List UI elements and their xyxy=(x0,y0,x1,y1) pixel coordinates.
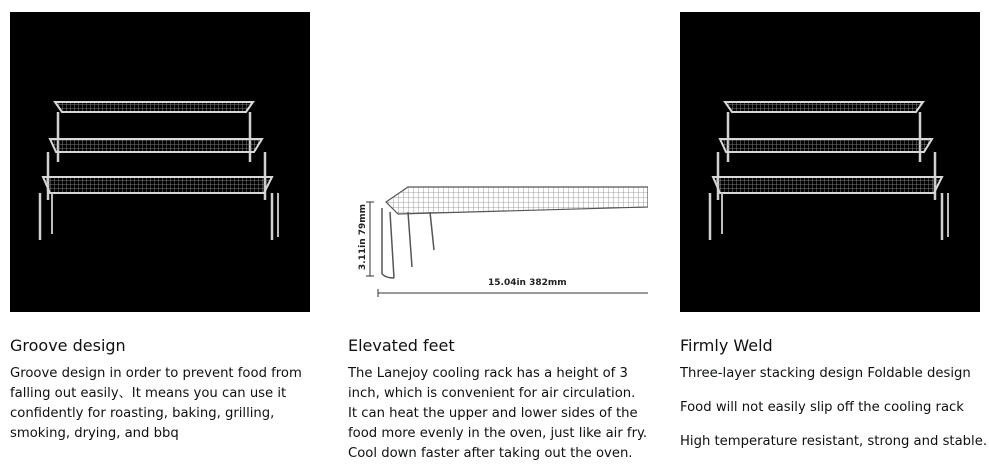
feature-card-groove-design xyxy=(10,12,310,444)
three-tier-cooling-rack-image xyxy=(680,12,980,312)
feature-card-firmly-weld xyxy=(680,12,988,466)
rack-dimensions-diagram-image xyxy=(348,12,648,312)
card-description: The Lanejoy cooling rack has a height of 3 inch, which is convenient for air circulation. It can heat the upper and lower sides of the food more evenly in the oven, just like air fry. Cool down faster after taking out the oven. xyxy=(348,366,648,461)
feature-line: Three-layer stacking design Foldable design xyxy=(680,366,971,381)
height-dimension-label: 3.11in 79mm xyxy=(358,203,368,271)
feature-line: Food will not easily slip off the cooling rack xyxy=(680,400,964,415)
length-dimension-label: 15.04in 382mm xyxy=(488,278,567,288)
three-tier-cooling-rack-image xyxy=(10,12,310,312)
card-description: Groove design in order to prevent food from falling out easily、It means you can use it confidently for roasting, baking, grilling, smoking, drying, and bbq xyxy=(10,366,302,441)
card-title: Groove design xyxy=(10,336,126,355)
feature-line: High temperature resistant, strong and stable. xyxy=(680,434,988,449)
feature-card-elevated-feet xyxy=(348,12,648,464)
card-feature-list xyxy=(680,364,988,452)
card-title: Firmly Weld xyxy=(680,336,773,355)
card-title: Elevated feet xyxy=(348,336,455,355)
